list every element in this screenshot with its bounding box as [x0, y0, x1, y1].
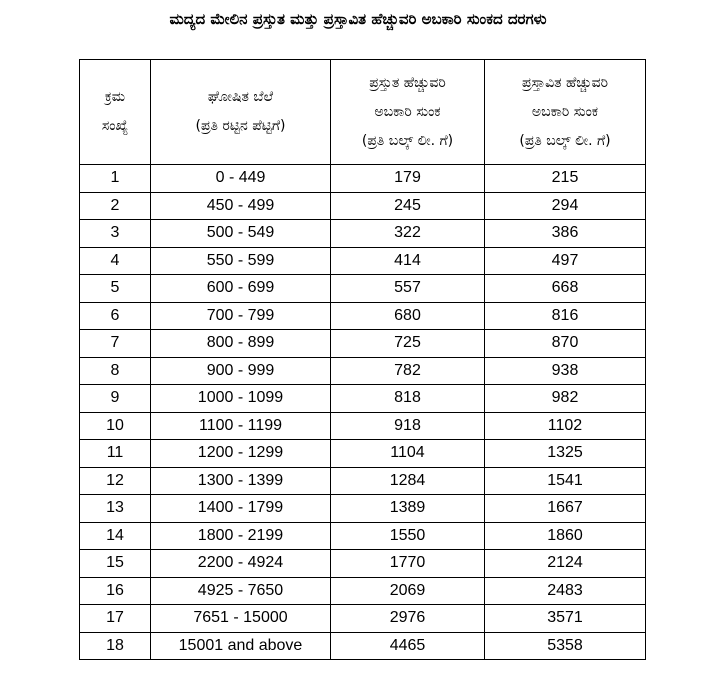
current-duty-cell: 322	[331, 220, 485, 248]
proposed-duty-cell: 497	[485, 247, 646, 275]
proposed-duty-cell: 3571	[485, 605, 646, 633]
current-duty-cell: 680	[331, 302, 485, 330]
proposed-duty-cell: 386	[485, 220, 646, 248]
serial-number-cell: 13	[80, 495, 151, 523]
current-duty-cell: 414	[331, 247, 485, 275]
table-body	[80, 165, 646, 660]
serial-number-cell: 14	[80, 522, 151, 550]
table-row	[80, 550, 646, 578]
header-current-duty	[331, 60, 485, 165]
header-line: (ಪ್ರತಿ ರಟ್ಟಿನ ಪೆಟ್ಟಿಗೆ)	[195, 118, 286, 134]
declared-price-cell: 550 - 599	[151, 247, 331, 275]
serial-number-cell: 10	[80, 412, 151, 440]
table-row	[80, 467, 646, 495]
current-duty-cell: 2976	[331, 605, 485, 633]
current-duty-cell: 725	[331, 330, 485, 358]
serial-number-cell: 4	[80, 247, 151, 275]
current-duty-cell: 2069	[331, 577, 485, 605]
current-duty-cell: 782	[331, 357, 485, 385]
serial-number-cell: 1	[80, 165, 151, 193]
declared-price-cell: 1100 - 1199	[151, 412, 331, 440]
current-duty-cell: 918	[331, 412, 485, 440]
proposed-duty-cell: 5358	[485, 632, 646, 660]
declared-price-cell: 2200 - 4924	[151, 550, 331, 578]
current-duty-cell: 1550	[331, 522, 485, 550]
table-row	[80, 302, 646, 330]
serial-number-cell: 9	[80, 385, 151, 413]
serial-number-cell: 6	[80, 302, 151, 330]
proposed-duty-cell: 1667	[485, 495, 646, 523]
serial-number-cell: 16	[80, 577, 151, 605]
header-declared-price	[151, 60, 331, 165]
header-line: ಕ್ರಮ	[104, 89, 126, 105]
declared-price-cell: 700 - 799	[151, 302, 331, 330]
proposed-duty-cell: 1325	[485, 440, 646, 468]
table-row	[80, 275, 646, 303]
table-row	[80, 522, 646, 550]
table-row	[80, 385, 646, 413]
declared-price-cell: 500 - 549	[151, 220, 331, 248]
header-line: ಘೋಷಿತ ಬೆಲೆ	[207, 89, 274, 105]
current-duty-cell: 245	[331, 192, 485, 220]
serial-number-cell: 12	[80, 467, 151, 495]
declared-price-cell: 1400 - 1799	[151, 495, 331, 523]
serial-number-cell: 17	[80, 605, 151, 633]
header-line: (ಪ್ರತಿ ಬಲ್ಕ್ ಲೀ. ಗೆ)	[361, 132, 454, 149]
header-line: ಪ್ರಸ್ತುತ ಹೆಚ್ಚುವರಿ	[369, 74, 446, 91]
current-duty-cell: 179	[331, 165, 485, 193]
current-duty-cell: 1770	[331, 550, 485, 578]
table-row	[80, 632, 646, 660]
declared-price-cell: 15001 and above	[151, 632, 331, 660]
serial-number-cell: 3	[80, 220, 151, 248]
declared-price-cell: 1800 - 2199	[151, 522, 331, 550]
header-line: ಅಬಕಾರಿ ಸುಂಕ	[374, 103, 441, 120]
proposed-duty-cell: 938	[485, 357, 646, 385]
table-row	[80, 192, 646, 220]
declared-price-cell: 7651 - 15000	[151, 605, 331, 633]
current-duty-cell: 4465	[331, 632, 485, 660]
header-row	[80, 60, 646, 165]
proposed-duty-cell: 870	[485, 330, 646, 358]
proposed-duty-cell: 1541	[485, 467, 646, 495]
table-row	[80, 220, 646, 248]
declared-price-cell: 600 - 699	[151, 275, 331, 303]
proposed-duty-cell: 982	[485, 385, 646, 413]
serial-number-cell: 11	[80, 440, 151, 468]
declared-price-cell: 4925 - 7650	[151, 577, 331, 605]
table-row	[80, 330, 646, 358]
proposed-duty-cell: 2483	[485, 577, 646, 605]
declared-price-cell: 800 - 899	[151, 330, 331, 358]
declared-price-cell: 450 - 499	[151, 192, 331, 220]
table-row	[80, 357, 646, 385]
declared-price-cell: 1000 - 1099	[151, 385, 331, 413]
serial-number-cell: 8	[80, 357, 151, 385]
table-row	[80, 247, 646, 275]
serial-number-cell: 7	[80, 330, 151, 358]
table-row	[80, 605, 646, 633]
proposed-duty-cell: 294	[485, 192, 646, 220]
proposed-duty-cell: 2124	[485, 550, 646, 578]
serial-number-cell: 5	[80, 275, 151, 303]
proposed-duty-cell: 1860	[485, 522, 646, 550]
excise-rate-table	[79, 59, 646, 660]
table-row	[80, 165, 646, 193]
current-duty-cell: 1389	[331, 495, 485, 523]
proposed-duty-cell: 215	[485, 165, 646, 193]
declared-price-cell: 1200 - 1299	[151, 440, 331, 468]
table-row	[80, 577, 646, 605]
current-duty-cell: 818	[331, 385, 485, 413]
declared-price-cell: 900 - 999	[151, 357, 331, 385]
serial-number-cell: 2	[80, 192, 151, 220]
declared-price-cell: 0 - 449	[151, 165, 331, 193]
header-line: ಸಂಖ್ಯೆ	[101, 118, 129, 134]
declared-price-cell: 1300 - 1399	[151, 467, 331, 495]
table-row	[80, 440, 646, 468]
current-duty-cell: 1284	[331, 467, 485, 495]
page-title: ಮದ್ಯದ ಮೇಲಿನ ಪ್ರಸ್ತುತ ಮತ್ತು ಪ್ರಸ್ತಾವಿತ ಹೆಚ್ಚುವರಿ ಅಬಕಾರಿ ಸುಂಕದ ದರಗಳು	[169, 10, 547, 28]
header-line: ಅಬಕಾರಿ ಸುಂಕ	[531, 103, 599, 120]
table-row	[80, 495, 646, 523]
current-duty-cell: 557	[331, 275, 485, 303]
current-duty-cell: 1104	[331, 440, 485, 468]
header-line: (ಪ್ರತಿ ಬಲ್ಕ್ ಲೀ. ಗೆ)	[519, 132, 611, 149]
proposed-duty-cell: 1102	[485, 412, 646, 440]
header-proposed-duty	[485, 60, 646, 165]
header-serial-number	[80, 60, 151, 165]
serial-number-cell: 18	[80, 632, 151, 660]
proposed-duty-cell: 816	[485, 302, 646, 330]
header-line: ಪ್ರಸ್ತಾವಿತ ಹೆಚ್ಚುವರಿ	[521, 74, 609, 91]
table-row	[80, 412, 646, 440]
table-header	[80, 60, 646, 165]
serial-number-cell: 15	[80, 550, 151, 578]
proposed-duty-cell: 668	[485, 275, 646, 303]
